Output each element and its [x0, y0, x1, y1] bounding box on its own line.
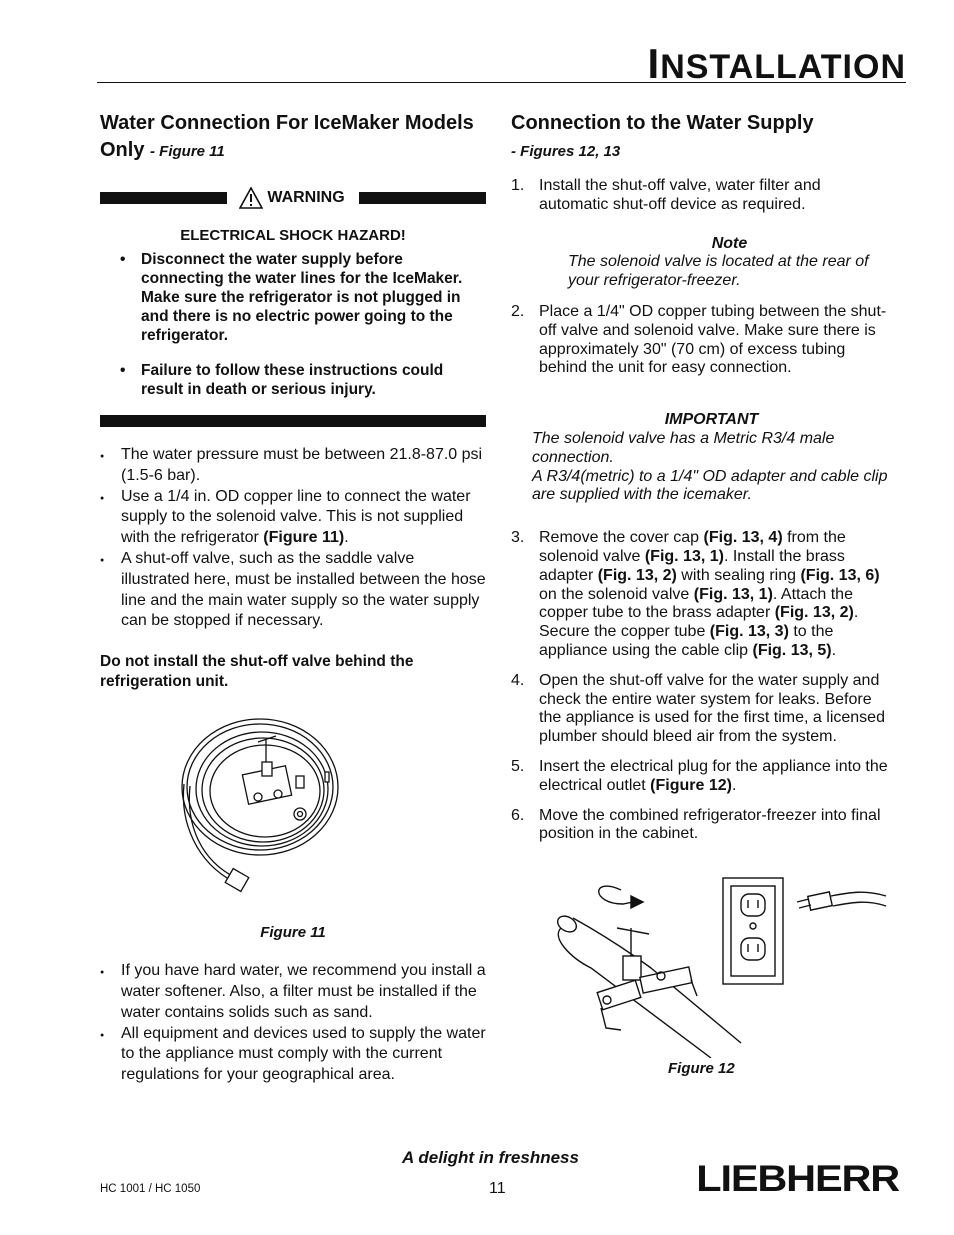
steps-list-2: [511, 303, 891, 378]
left-figure-ref: - Figure 11: [150, 143, 225, 160]
step-text-part: with sealing ring: [676, 566, 801, 584]
step-6: [511, 807, 891, 845]
figure-reference: (Fig. 13, 6): [800, 566, 880, 584]
figure-reference: (Fig. 13, 4): [703, 529, 783, 547]
step-text-part: to the appliance using the cable clip: [539, 623, 834, 659]
step-2: [511, 303, 891, 378]
step-number: 6.: [511, 806, 525, 824]
list-item: [100, 549, 486, 632]
right-figure-ref: - Figures 12, 13: [511, 143, 621, 160]
figure-reference: (Fig. 13, 2): [597, 566, 677, 584]
figure-11-illustration: [100, 712, 486, 902]
figure-12-illustration: [511, 868, 891, 1058]
warning-bar: [100, 187, 486, 209]
step-5: [511, 758, 891, 796]
warning-closing-bar: [100, 415, 486, 427]
important-block: [511, 411, 891, 505]
figure-reference: (Fig. 13, 2): [774, 604, 854, 622]
figure-reference: (Fig. 13, 1): [693, 585, 773, 603]
step-text-part: .: [731, 776, 737, 794]
step-1: [511, 177, 891, 215]
warning-triangle-icon: [239, 187, 263, 209]
step-text-part: . Secure the copper tube: [539, 604, 859, 641]
step-text-part: .: [831, 641, 837, 659]
liebherr-logo: LIEBHERR: [696, 1158, 899, 1199]
step-number: 5.: [511, 757, 525, 775]
right-column: [511, 110, 891, 1077]
water-quality-list: [100, 961, 486, 1086]
left-column: [100, 110, 486, 1086]
step-text-part: Insert the electrical plug for the appliance into the electrical outlet: [539, 757, 888, 794]
step-text: Move the combined refrigerator-freezer into final position in the cabinet.: [539, 806, 881, 843]
step-number: 3.: [511, 529, 525, 547]
list-item-text: The water pressure must be between 21.8-87.0 psi (1.5-6 bar).: [121, 446, 483, 484]
step-text-part: . Attach the copper tube to the brass adapter: [539, 585, 853, 622]
warning-item: • Disconnect the water supply before connecting the water lines for the IceMaker. Make sure the refrigerator is not plugged in and there is no electric power going to the refrigerator.: [120, 250, 486, 345]
step-text-part: . Install the brass adapter: [539, 547, 845, 584]
rotation-arrow-icon: [599, 886, 633, 904]
figure-reference: (Fig. 13, 3): [709, 623, 789, 641]
title-rest: NSTALLATION: [660, 48, 906, 86]
page-title: [648, 40, 906, 88]
important-line-1: The solenoid valve has a Metric R3/4 male connection.: [532, 429, 835, 466]
figure-reference: (Fig. 13, 1): [644, 547, 724, 565]
step-text: [539, 758, 891, 796]
steps-list-3: [511, 529, 891, 844]
step-text: Open the shut-off valve for the water supply and check the entire water system for leaks. Before the appliance is used for the first time, a licensed plumber should bleed air from the system.: [539, 671, 885, 746]
title-rule: [97, 82, 906, 83]
list-item: [100, 445, 486, 487]
right-heading: Connection to the Water Supply: [511, 112, 814, 134]
steps-list: [511, 177, 891, 215]
step-number: 2.: [511, 302, 525, 320]
figure-reference: (Fig. 13, 5): [752, 641, 832, 659]
step-3: [511, 529, 891, 661]
shutoff-warning-note: Do not install the shut-off valve behind the refrigeration unit.: [100, 653, 414, 691]
footer-tagline: A delight in freshness: [402, 1148, 579, 1167]
figure-reference: (Figure 11): [263, 529, 345, 547]
list-item-text: A shut-off valve, such as the saddle valve illustrated here, must be installed between the hose line and the main water supply so the water supply can be stopped if necessary.: [121, 549, 486, 630]
note-body: The solenoid valve is located at the rear of your refrigerator-freezer.: [568, 253, 869, 290]
step-text-part: from the solenoid valve: [539, 529, 846, 565]
warning-list: [100, 250, 486, 399]
warning-bar-left: [100, 192, 227, 204]
warning-item: • Failure to follow these instructions could result in death or serious injury.: [120, 361, 486, 399]
hazard-title: ELECTRICAL SHOCK HAZARD!: [180, 227, 406, 244]
important-heading: IMPORTANT: [664, 411, 759, 429]
note-block: [511, 235, 891, 291]
step-text: Install the shut-off valve, water filter and automatic shut-off device as required.: [539, 177, 821, 213]
step-text-part: Remove the cover cap: [539, 529, 704, 547]
list-item: [100, 487, 486, 549]
left-heading-text: Water Connection For IceMaker Models Only: [100, 112, 474, 161]
note-heading: Note: [711, 234, 748, 252]
figure-reference: (Figure 12): [650, 776, 732, 794]
warning-label-text: WARNING: [267, 189, 345, 206]
requirements-list: [100, 445, 486, 632]
step-4: [511, 672, 891, 747]
list-item: ● If you have hard water, we recommend you install a water softener. Also, a filter must be installed if the water contains solids such as sand.: [100, 961, 486, 1023]
list-item-tail: .: [344, 529, 349, 547]
step-text: [539, 529, 891, 661]
list-item: ● All equipment and devices used to supply the water to the appliance must comply with the current regulations for your geographical area.: [100, 1024, 486, 1086]
step-number: 1.: [511, 177, 525, 194]
figure-11-caption: Figure 11: [260, 924, 326, 942]
step-number: 4.: [511, 671, 525, 689]
step-text: Place a 1/4" OD copper tubing between the shut-off valve and solenoid valve. Make sure there is approximately 30" (70 cm) of excess tubing behind the unit for easy connection.: [539, 302, 887, 377]
figure-12-caption: Figure 12: [668, 1060, 735, 1078]
step-text-part: on the solenoid valve: [539, 585, 694, 603]
warning-bar-right: [359, 192, 486, 204]
page-number: 11: [489, 1180, 506, 1197]
model-number: HC 1001 / HC 1050: [100, 1183, 201, 1195]
list-item-text: Use a 1/4 in. OD copper line to connect the water supply to the solenoid valve. This is not supplied with the refrigerator: [121, 487, 471, 547]
warning-label: [227, 187, 358, 209]
title-initial: I: [647, 40, 661, 87]
left-heading: [100, 110, 486, 165]
important-line-2: A R3/4(metric) to a 1/4" OD adapter and cable clip are supplied with the icemaker.: [532, 467, 888, 504]
